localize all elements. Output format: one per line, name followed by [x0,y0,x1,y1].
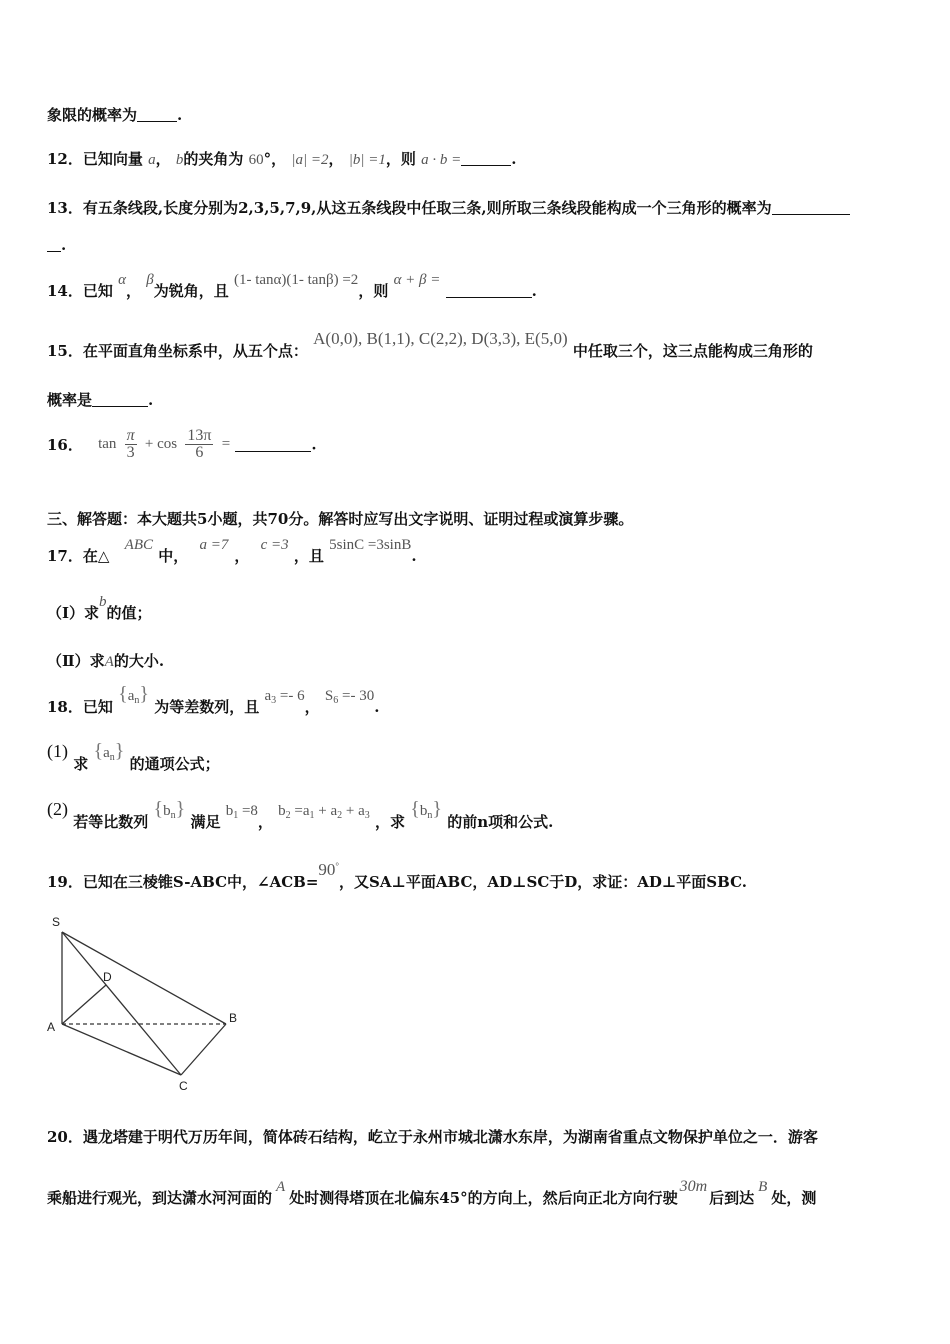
question-20: 20．遇龙塔建于明代万历年间，简体砖石结构，屹立于永州市城北潇水东岸，为湖南省重点文物保护单位之一．游客 [47,1128,818,1146]
question-16: 16． tan $\frac{\pi}{3}$ + cos $\frac{13\pi}{6}$ = . [47,427,317,461]
answer-blank [461,151,511,166]
answer-blank [772,200,850,215]
edge-sb [62,932,226,1024]
edge-cb [181,1024,226,1075]
question-17-part-1: （Ⅰ）求b的值； [47,594,152,622]
answer-blank [47,237,61,252]
label-A: A [47,1020,56,1034]
edge-sc [62,932,181,1075]
section-3-heading: 三、解答题：本大题共5小题，共70分。解答时应写出文字说明、证明过程或演算步骤。 [47,510,634,528]
segment-ad [62,985,106,1024]
edge-ac [62,1024,181,1075]
label-C: C [179,1079,188,1093]
question-17-part-2: （Ⅱ）求A的大小. [47,652,165,670]
answer-blank [137,107,177,122]
answer-blank [235,437,311,452]
question-13-cont: . [47,236,66,254]
answer-blank [92,392,148,407]
fraction-pi-3: $\frac{\pi}{3}$ [126,427,135,461]
question-18-part-1: (1) 求 $\{a_n\}$ 的通项公式； [47,740,220,773]
label-S: S [52,915,61,929]
sequence-a-n: $\{a_n\}$ [118,683,150,706]
q11-tail: 象限的概率为 . [47,106,183,124]
fraction-13pi-6: $\frac{13\pi}{6}$ [187,427,212,461]
label-B: B [229,1011,238,1025]
question-18-part-2: (2) 若等比数列 $\{b_n\}$ 满足 $b_1 =8$， $b_2 =a_1 + a_2 + a_3$ ，求 $\{b_n\}$ 的前n项和公式. [47,798,554,831]
question-15-cont: 概率是 . [47,391,154,409]
question-19: 19．已知在三棱锥S-ABC中，∠ACB=90°，又SA⊥平面ABC，AD⊥SC于D，求证：AD⊥平面SBC. [47,860,747,891]
answer-blank [446,283,532,298]
question-12: 12．已知向量 a， b的夹角为 60°， |a| =2， |b| =1，则 a · b = . [47,150,517,168]
question-13: 13．有五条线段,长度分别为2,3,5,7,9,从这五条线段中任取三条,则所取三条线段能构成一个三角形的概率为 [47,197,850,218]
pyramid-figure [40,910,250,1095]
question-18: 18．已知 $\{a_n\}$ 为等差数列，且 $a_3 =- 6$， $S_6 =- 30$. [47,683,380,716]
question-14: 14．已知 α， β为锐角，且 (1- tanα)(1- tanβ) =2，则 α + β = . [47,272,537,300]
question-15: 15．在平面直角坐标系中，从五个点： A(0,0), B(1,1), C(2,2), D(3,3), E(5,0) 中任取三个，这三点能构成三角形的 [47,329,813,360]
question-20-cont: 乘船进行观光，到达潇水河河面的A处时测得塔顶在北偏东45°的方向上，然后向正北方向行驶30m后到达B处，测 [47,1178,817,1207]
question-17: 17．在△ ABC 中， a =7， c =3 ，且 5sinC =3sinB. [47,537,417,565]
label-D: D [103,970,112,984]
